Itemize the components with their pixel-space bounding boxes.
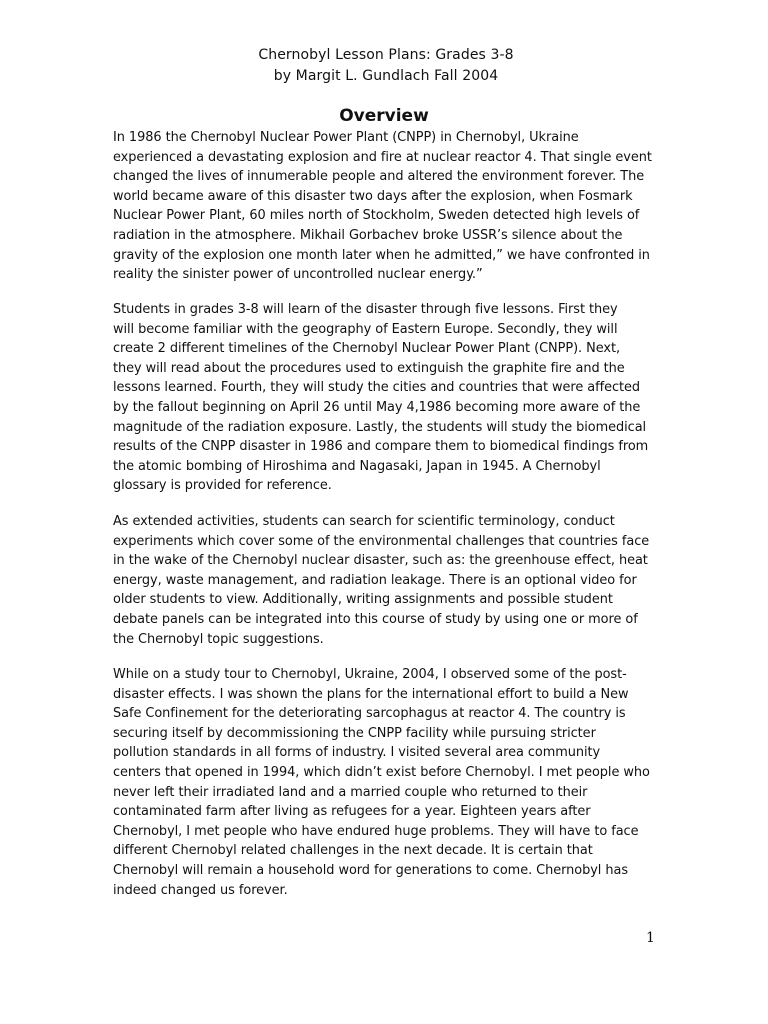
paragraph-line: changed the lives of innumerable people and altered the environment forever. The	[113, 169, 645, 185]
paragraph-line: different Chernobyl related challenges in the next decade. It is certain that	[113, 843, 593, 859]
page-number: 1	[646, 930, 655, 946]
paragraph-line: by the fallout beginning on April 26 until May 4,1986 becoming more aware of the	[113, 399, 641, 415]
paragraph-line: they will read about the procedures used to extinguish the graphite fire and the	[113, 360, 625, 376]
paragraph-line: radiation in the atmosphere. Mikhail Gorbachev broke USSR’s silence about the	[113, 227, 623, 243]
paragraph-line: in the wake of the Chernobyl nuclear disaster, such as: the greenhouse effect, heat	[113, 553, 648, 569]
paragraph-line: create 2 different timelines of the Chernobyl Nuclear Power Plant (CNPP). Next,	[113, 341, 621, 357]
paragraph-line: Students in grades 3-8 will learn of the disaster through five lessons. First they	[113, 302, 618, 317]
paragraph-line: glossary is provided for reference.	[113, 478, 332, 494]
paragraph-line: contaminated farm after living as refugees for a year. Eighteen years after	[113, 804, 591, 820]
paragraph-line: magnitude of the radiation exposure. Lastly, the students will study the biomedical	[113, 419, 647, 435]
paragraph-line: the Chernobyl topic suggestions.	[113, 631, 324, 647]
section-heading-overview: Overview	[339, 106, 429, 126]
paragraph-line: centers that opened in 1994, which didn’t exist before Chernobyl. I met people who	[113, 764, 650, 780]
paragraph-line: experiments which cover some of the environmental challenges that countries face	[113, 533, 650, 549]
paragraph-line: As extended activities, students can search for scientific terminology, conduct	[113, 514, 615, 529]
paragraph-line: Chernobyl will remain a household word for generations to come. Chernobyl has	[113, 862, 629, 878]
paragraph-line: gravity of the explosion one month later when he admitted,” we have confronted in	[113, 247, 650, 263]
paragraph-line: disaster effects. I was shown the plans for the international effort to build a New	[113, 686, 629, 702]
paragraph-line: world became aware of this disaster two days after the explosion, when Fosmark	[113, 188, 633, 204]
paragraph-line: securing itself by decommissioning the CNPP facility while pursuing stricter	[113, 725, 596, 741]
paragraph-line: older students to view. Additionally, writing assignments and possible student	[113, 592, 613, 608]
paragraph-line: debate panels can be integrated into this course of study by using one or more of	[113, 611, 638, 627]
paragraph-line: Safe Confinement for the deteriorating sarcophagus at reactor 4. The country is	[113, 706, 626, 722]
paragraph-line: While on a study tour to Chernobyl, Ukraine, 2004, I observed some of the post-	[113, 667, 627, 682]
paragraph-line: Chernobyl, I met people who have endured huge problems. They will have to face	[113, 823, 639, 839]
paragraph-line: indeed changed us forever.	[113, 882, 288, 898]
document-title: Chernobyl Lesson Plans: Grades 3-8	[258, 47, 514, 63]
paragraph-line: In 1986 the Chernobyl Nuclear Power Plant (CNPP) in Chernobyl, Ukraine	[113, 130, 579, 145]
paragraph-line: results of the CNPP disaster in 1986 and compare them to biomedical findings from	[113, 439, 649, 455]
paragraph-line: experienced a devastating explosion and fire at nuclear reactor 4. That single event	[113, 149, 652, 165]
paragraph-line: reality the sinister power of uncontrolled nuclear energy.”	[113, 267, 483, 283]
author-line: by Margit L. Gundlach Fall 2004	[273, 68, 499, 84]
paragraph-line: never left their irradiated land and a married couple who returned to their	[113, 784, 588, 800]
paragraph	[113, 665, 673, 900]
paragraph-line: energy, waste management, and radiation leakage. There is an optional video for	[113, 572, 637, 588]
paragraph-line: lessons learned. Fourth, they will study the cities and countries that were affected	[113, 380, 641, 396]
paragraph	[113, 512, 673, 649]
paragraph-line: the atomic bombing of Hiroshima and Nagasaki, Japan in 1945. A Chernobyl	[113, 458, 601, 474]
paragraph-line: will become familiar with the geography of Eastern Europe. Secondly, they will	[113, 321, 618, 337]
paragraph	[113, 128, 673, 285]
paragraph	[113, 300, 673, 496]
paragraph-line: Nuclear Power Plant, 60 miles north of Stockholm, Sweden detected high levels of	[113, 208, 640, 224]
paragraph-line: pollution standards in all forms of industry. I visited several area community	[113, 745, 601, 761]
